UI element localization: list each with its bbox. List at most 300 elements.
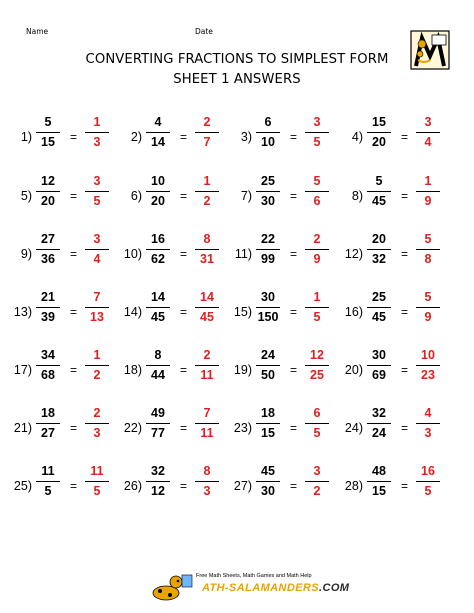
fraction-bar	[305, 423, 329, 424]
answer-fraction	[194, 464, 220, 499]
question-denominator: 39	[41, 310, 55, 324]
fraction-bar	[367, 423, 391, 424]
equals-sign: =	[290, 189, 298, 203]
question-fraction	[366, 348, 392, 383]
answer-fraction	[84, 115, 110, 150]
answer-numerator: 3	[424, 115, 432, 129]
question-fraction	[366, 115, 392, 150]
question-fraction	[366, 464, 392, 499]
problem-item	[118, 115, 228, 159]
equals-sign: =	[290, 479, 298, 493]
answer-fraction	[194, 174, 220, 209]
question-numerator: 14	[151, 290, 165, 304]
answer-denominator: 8	[424, 252, 432, 266]
answer-fraction	[194, 348, 220, 383]
question-fraction	[366, 406, 392, 441]
answer-numerator: 5	[424, 232, 432, 246]
question-denominator: 20	[372, 135, 386, 149]
problem-number: 28)	[344, 479, 363, 493]
answer-fraction	[415, 348, 441, 383]
answer-fraction	[194, 406, 220, 441]
question-numerator: 25	[372, 290, 386, 304]
equals-sign: =	[180, 479, 188, 493]
problem-number: 13)	[13, 305, 32, 319]
question-denominator: 30	[261, 484, 275, 498]
answer-fraction	[84, 464, 110, 499]
answer-denominator: 2	[93, 368, 101, 382]
answer-denominator: 5	[424, 484, 432, 498]
answer-denominator: 31	[200, 252, 214, 266]
problem-number: 11)	[234, 247, 252, 261]
answer-denominator: 11	[200, 426, 214, 440]
problem-item	[118, 290, 228, 334]
fraction-bar	[146, 191, 170, 192]
problem-number: 18)	[123, 363, 142, 377]
question-denominator: 44	[151, 368, 165, 382]
fraction-bar	[85, 481, 109, 482]
fraction-bar	[36, 249, 60, 250]
question-denominator: 36	[41, 252, 55, 266]
fraction-bar	[416, 249, 440, 250]
fraction-bar	[305, 307, 329, 308]
fraction-bar	[36, 481, 60, 482]
fraction-bar	[367, 132, 391, 133]
fraction-bar	[146, 132, 170, 133]
answer-numerator: 11	[90, 464, 104, 478]
problem-number: 16)	[344, 305, 363, 319]
answer-denominator: 4	[93, 252, 101, 266]
problem-number: 26)	[123, 479, 142, 493]
problem-item	[118, 464, 228, 508]
fraction-bar	[367, 365, 391, 366]
fraction-bar	[256, 249, 280, 250]
question-numerator: 18	[261, 406, 275, 420]
problem-item	[339, 115, 449, 159]
answer-numerator: 1	[313, 290, 321, 304]
answer-numerator: 8	[203, 232, 211, 246]
question-numerator: 48	[372, 464, 386, 478]
answer-numerator: 7	[93, 290, 101, 304]
answer-fraction	[84, 348, 110, 383]
answer-denominator: 9	[313, 252, 321, 266]
equals-sign: =	[401, 247, 409, 261]
problem-item	[339, 174, 449, 218]
salamander-mascot-icon	[150, 573, 194, 603]
answer-numerator: 2	[203, 115, 211, 129]
answer-numerator: 3	[93, 174, 101, 188]
answer-numerator: 1	[424, 174, 432, 188]
problem-item	[8, 348, 118, 392]
equals-sign: =	[70, 247, 78, 261]
answer-fraction	[304, 232, 330, 267]
answer-fraction	[415, 115, 441, 150]
question-fraction	[366, 232, 392, 267]
question-denominator: 20	[151, 194, 165, 208]
problem-item	[228, 348, 338, 392]
fraction-bar	[85, 249, 109, 250]
answer-numerator: 1	[93, 115, 101, 129]
fraction-bar	[146, 365, 170, 366]
answer-fraction	[415, 464, 441, 499]
answer-denominator: 25	[310, 368, 324, 382]
problem-number: 21)	[13, 421, 32, 435]
fraction-bar	[36, 132, 60, 133]
fraction-bar	[85, 365, 109, 366]
fraction-bar	[36, 423, 60, 424]
worksheet-title: CONVERTING FRACTIONS TO SIMPLEST FORM	[85, 52, 389, 67]
equals-sign: =	[180, 305, 188, 319]
question-numerator: 10	[151, 174, 165, 188]
equals-sign: =	[70, 363, 78, 377]
question-fraction	[366, 290, 392, 325]
problem-item	[8, 174, 118, 218]
fraction-bar	[416, 191, 440, 192]
answer-fraction	[304, 348, 330, 383]
fraction-bar	[256, 191, 280, 192]
name-label: Name	[26, 27, 49, 36]
question-numerator: 21	[41, 290, 55, 304]
equals-sign: =	[70, 130, 78, 144]
problem-number: 2)	[130, 130, 142, 144]
question-fraction	[255, 290, 281, 325]
problem-item	[228, 115, 338, 159]
date-label: Date	[195, 27, 213, 36]
question-fraction	[35, 115, 61, 150]
answer-denominator: 11	[200, 368, 214, 382]
problem-item	[228, 464, 338, 508]
equals-sign: =	[401, 421, 409, 435]
question-denominator: 45	[151, 310, 165, 324]
answer-fraction	[84, 174, 110, 209]
fraction-bar	[85, 423, 109, 424]
equals-sign: =	[180, 130, 188, 144]
question-fraction	[145, 348, 171, 383]
fraction-bar	[146, 423, 170, 424]
answer-fraction	[415, 406, 441, 441]
footer-tagline: Free Math Sheets, Math Games and Math Help	[196, 573, 312, 579]
question-denominator: 69	[372, 368, 386, 382]
answer-numerator: 5	[313, 174, 321, 188]
answer-denominator: 5	[313, 310, 321, 324]
question-numerator: 30	[372, 348, 386, 362]
question-fraction	[35, 232, 61, 267]
problem-number: 20)	[344, 363, 363, 377]
question-denominator: 10	[261, 135, 275, 149]
fraction-bar	[305, 365, 329, 366]
answer-numerator: 6	[313, 406, 321, 420]
problem-item	[8, 464, 118, 508]
fraction-bar	[305, 132, 329, 133]
answer-numerator: 2	[313, 232, 321, 246]
question-fraction	[255, 464, 281, 499]
answer-denominator: 23	[421, 368, 435, 382]
question-numerator: 5	[44, 115, 52, 129]
fraction-bar	[195, 249, 219, 250]
answer-denominator: 2	[203, 194, 211, 208]
equals-sign: =	[180, 363, 188, 377]
equals-sign: =	[70, 479, 78, 493]
answer-numerator: 1	[203, 174, 211, 188]
fraction-bar	[195, 423, 219, 424]
fraction-bar	[36, 191, 60, 192]
question-denominator: 32	[372, 252, 386, 266]
answer-fraction	[194, 290, 220, 325]
question-numerator: 49	[151, 406, 165, 420]
answer-denominator: 3	[424, 426, 432, 440]
question-fraction	[35, 464, 61, 499]
answer-denominator: 5	[313, 426, 321, 440]
answer-denominator: 9	[424, 310, 432, 324]
answer-denominator: 5	[93, 484, 101, 498]
answer-numerator: 3	[313, 464, 321, 478]
question-numerator: 22	[261, 232, 275, 246]
question-fraction	[255, 232, 281, 267]
answer-fraction	[304, 115, 330, 150]
question-denominator: 15	[41, 135, 55, 149]
question-numerator: 32	[151, 464, 165, 478]
equals-sign: =	[290, 421, 298, 435]
fraction-bar	[85, 132, 109, 133]
fraction-bar	[305, 191, 329, 192]
question-numerator: 12	[41, 174, 55, 188]
problem-item	[8, 290, 118, 334]
answer-fraction	[304, 464, 330, 499]
fraction-bar	[256, 481, 280, 482]
answer-denominator: 45	[200, 310, 214, 324]
equals-sign: =	[401, 189, 409, 203]
brand-head: ATH-SALAMANDERS	[202, 582, 320, 594]
equals-sign: =	[70, 189, 78, 203]
equals-sign: =	[290, 130, 298, 144]
answer-numerator: 1	[93, 348, 101, 362]
problem-number: 17)	[13, 363, 32, 377]
problem-number: 7)	[240, 189, 252, 203]
fraction-bar	[256, 132, 280, 133]
problem-number: 27)	[233, 479, 252, 493]
answer-fraction	[415, 174, 441, 209]
question-fraction	[366, 174, 392, 209]
fraction-bar	[146, 481, 170, 482]
answer-denominator: 3	[93, 426, 101, 440]
problem-item	[8, 406, 118, 450]
question-denominator: 5	[44, 484, 52, 498]
answer-denominator: 13	[90, 310, 104, 324]
fraction-bar	[416, 132, 440, 133]
problem-item	[228, 290, 338, 334]
question-numerator: 27	[41, 232, 55, 246]
fraction-bar	[85, 191, 109, 192]
question-denominator: 30	[261, 194, 275, 208]
question-denominator: 45	[372, 194, 386, 208]
problem-number: 12)	[344, 247, 363, 261]
equals-sign: =	[401, 130, 409, 144]
fraction-bar	[195, 191, 219, 192]
problem-item	[228, 406, 338, 450]
question-fraction	[145, 406, 171, 441]
question-denominator: 14	[151, 135, 165, 149]
question-fraction	[145, 115, 171, 150]
question-denominator: 27	[41, 426, 55, 440]
answer-denominator: 3	[203, 484, 211, 498]
fraction-bar	[367, 307, 391, 308]
question-fraction	[35, 406, 61, 441]
question-numerator: 4	[154, 115, 162, 129]
answer-numerator: 10	[421, 348, 435, 362]
problem-number: 1)	[20, 130, 32, 144]
problem-item	[118, 232, 228, 276]
question-denominator: 15	[372, 484, 386, 498]
fraction-bar	[416, 307, 440, 308]
question-fraction	[255, 348, 281, 383]
question-fraction	[145, 290, 171, 325]
fraction-bar	[36, 365, 60, 366]
answer-numerator: 14	[200, 290, 214, 304]
answer-fraction	[304, 174, 330, 209]
problem-number: 3)	[240, 130, 252, 144]
question-numerator: 34	[41, 348, 55, 362]
answer-numerator: 2	[93, 406, 101, 420]
fraction-bar	[256, 365, 280, 366]
equals-sign: =	[401, 479, 409, 493]
answer-fraction	[84, 232, 110, 267]
fraction-bar	[146, 307, 170, 308]
question-denominator: 20	[41, 194, 55, 208]
problem-item	[118, 174, 228, 218]
question-fraction	[35, 174, 61, 209]
fraction-bar	[367, 481, 391, 482]
answer-fraction	[415, 232, 441, 267]
fraction-bar	[195, 481, 219, 482]
brand-tail: .COM	[319, 582, 350, 594]
problem-number: 14)	[123, 305, 142, 319]
problem-item	[8, 115, 118, 159]
answer-denominator: 4	[424, 135, 432, 149]
equals-sign: =	[401, 363, 409, 377]
question-numerator: 24	[261, 348, 275, 362]
question-denominator: 99	[261, 252, 275, 266]
answer-numerator: 3	[313, 115, 321, 129]
answer-numerator: 4	[424, 406, 432, 420]
equals-sign: =	[401, 305, 409, 319]
problem-number: 25)	[13, 479, 32, 493]
problem-item	[339, 232, 449, 276]
problem-item	[339, 290, 449, 334]
problem-item	[339, 348, 449, 392]
fraction-bar	[36, 307, 60, 308]
salamander-logo-icon	[410, 30, 450, 70]
question-denominator: 150	[257, 310, 279, 324]
problem-number: 8)	[351, 189, 363, 203]
problem-item	[228, 174, 338, 218]
answer-numerator: 2	[203, 348, 211, 362]
problem-number: 19)	[233, 363, 252, 377]
fraction-bar	[367, 191, 391, 192]
answer-numerator: 3	[93, 232, 101, 246]
question-numerator: 32	[372, 406, 386, 420]
answer-numerator: 5	[424, 290, 432, 304]
question-fraction	[35, 348, 61, 383]
question-numerator: 18	[41, 406, 55, 420]
question-numerator: 45	[261, 464, 275, 478]
answer-numerator: 12	[310, 348, 324, 362]
question-numerator: 16	[151, 232, 165, 246]
problem-number: 23)	[233, 421, 252, 435]
answer-fraction	[304, 406, 330, 441]
fraction-bar	[195, 365, 219, 366]
question-fraction	[35, 290, 61, 325]
fraction-bar	[256, 423, 280, 424]
fraction-bar	[305, 249, 329, 250]
answer-denominator: 5	[93, 194, 101, 208]
answer-denominator: 7	[203, 135, 211, 149]
equals-sign: =	[180, 247, 188, 261]
fraction-bar	[195, 307, 219, 308]
problem-item	[118, 348, 228, 392]
question-denominator: 24	[372, 426, 386, 440]
fraction-bar	[85, 307, 109, 308]
answer-denominator: 6	[313, 194, 321, 208]
problem-number: 6)	[130, 189, 142, 203]
question-fraction	[255, 115, 281, 150]
answer-denominator: 2	[313, 484, 321, 498]
question-fraction	[255, 406, 281, 441]
question-numerator: 6	[264, 115, 272, 129]
equals-sign: =	[180, 421, 188, 435]
question-numerator: 11	[41, 464, 55, 478]
equals-sign: =	[70, 421, 78, 435]
fraction-bar	[305, 481, 329, 482]
question-fraction	[255, 174, 281, 209]
fraction-bar	[416, 365, 440, 366]
fraction-bar	[256, 307, 280, 308]
question-fraction	[145, 174, 171, 209]
answer-denominator: 9	[424, 194, 432, 208]
question-fraction	[145, 232, 171, 267]
question-numerator: 25	[261, 174, 275, 188]
problem-item	[8, 232, 118, 276]
fraction-bar	[416, 481, 440, 482]
question-denominator: 45	[372, 310, 386, 324]
answer-fraction	[194, 115, 220, 150]
footer	[150, 573, 450, 603]
footer-brand[interactable]	[202, 582, 349, 594]
question-numerator: 8	[154, 348, 162, 362]
question-denominator: 62	[151, 252, 165, 266]
answer-fraction	[84, 290, 110, 325]
equals-sign: =	[70, 305, 78, 319]
question-denominator: 68	[41, 368, 55, 382]
equals-sign: =	[290, 305, 298, 319]
equals-sign: =	[290, 363, 298, 377]
problem-item	[339, 406, 449, 450]
problem-item	[228, 232, 338, 276]
answer-numerator: 7	[203, 406, 211, 420]
problem-number: 22)	[123, 421, 142, 435]
problem-number: 9)	[20, 247, 32, 261]
problem-item	[118, 406, 228, 450]
equals-sign: =	[180, 189, 188, 203]
problem-item	[339, 464, 449, 508]
worksheet-subtitle: SHEET 1 ANSWERS	[173, 72, 301, 87]
answer-fraction	[84, 406, 110, 441]
question-numerator: 20	[372, 232, 386, 246]
answer-denominator: 3	[93, 135, 101, 149]
question-numerator: 30	[261, 290, 275, 304]
answer-numerator: 16	[421, 464, 435, 478]
problem-number: 4)	[351, 130, 363, 144]
question-denominator: 12	[151, 484, 165, 498]
fraction-bar	[195, 132, 219, 133]
